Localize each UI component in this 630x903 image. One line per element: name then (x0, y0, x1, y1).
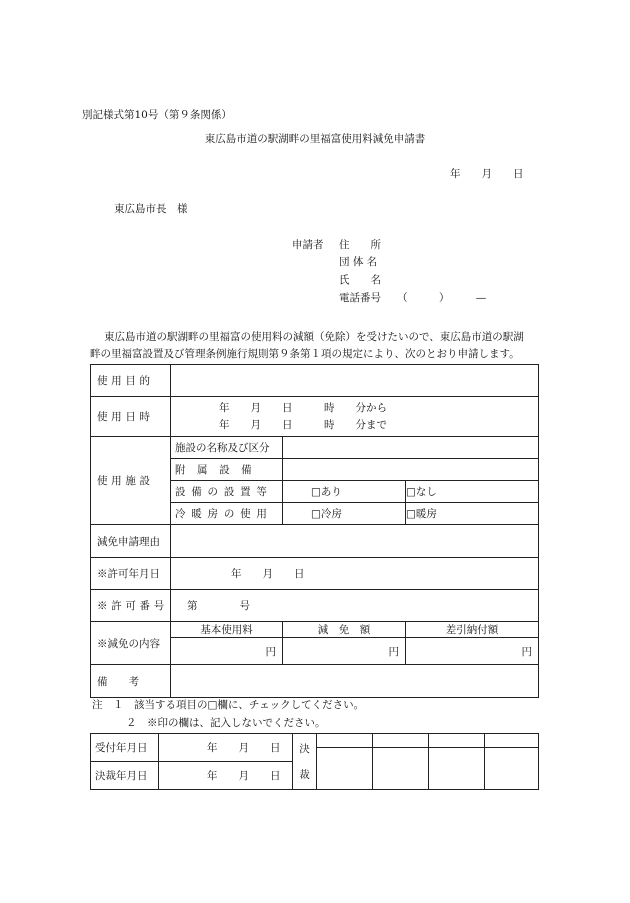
page-title: 東広島市道の駅湖畔の里福富使用料減免申請書 (204, 133, 426, 145)
datetime-label: 使用日時 (91, 397, 171, 437)
received-date-value: 年 月 日 (159, 734, 293, 762)
body-text-line-1: 東広島市道の駅湖畔の里福富の使用料の減額（免除）を受けたいので、東広島市道の駅湖 (104, 331, 524, 343)
decided-date-value: 年 月 日 (159, 762, 293, 790)
permit-date-value: 年 月 日 (171, 558, 539, 590)
aircon-label: 冷暖房の使用 (171, 503, 283, 525)
datetime-from: 年 月 日 時 分から (219, 401, 387, 414)
attached-label: 附属設備 (171, 459, 283, 481)
reason-row (91, 525, 539, 558)
facility-name-label: 施設の名称及び区分 (171, 437, 283, 459)
decided-date-label: 決裁年月日 (91, 762, 159, 790)
application-table (90, 364, 539, 698)
permit-number-label: ※許可番号 (91, 590, 171, 622)
reduction-label: ※減免の内容 (91, 622, 171, 665)
address-label: 住 所 (339, 239, 381, 251)
permit-date-row (91, 558, 539, 590)
name-label: 氏 名 (339, 274, 381, 286)
aircon-cool-checkbox[interactable]: □冷房 (283, 503, 406, 525)
addressee: 東広島市長 様 (114, 203, 188, 215)
reduction-amount-yen[interactable]: 円 (283, 638, 406, 665)
net-payment-label: 差引納付額 (406, 622, 539, 638)
decision-label-1: 決 (299, 742, 310, 755)
purpose-row (91, 365, 539, 397)
purpose-label: 使用目的 (91, 365, 171, 397)
stamp-header-1 (317, 734, 373, 748)
datetime-to: 年 月 日 時 分まで (219, 418, 387, 431)
net-payment-yen[interactable]: 円 (406, 638, 539, 665)
phone-format: （ ） — (397, 292, 487, 304)
group-name-label: 団 体 名 (339, 256, 378, 268)
facility-name-field[interactable] (283, 437, 539, 459)
equipment-yes-checkbox[interactable]: □あり (283, 481, 406, 503)
decision-label (293, 734, 317, 790)
datetime-field[interactable] (171, 397, 539, 437)
stamp-header-3 (429, 734, 485, 748)
reason-field[interactable] (171, 525, 539, 558)
remarks-label: 備 考 (91, 665, 171, 698)
body-text-line-2: 畔の里福富設置及び管理条例施行規則第９条第１項の規定により、次のとおり申請します。 (90, 348, 520, 360)
base-fee-yen[interactable]: 円 (171, 638, 283, 665)
office-use-table (90, 733, 539, 790)
permit-number-row (91, 590, 539, 622)
note-1: 注 １ 該当する項目の□欄に、チェックしてください。 (92, 699, 365, 711)
datetime-row (91, 397, 539, 437)
facility-label: 使用施設 (91, 437, 171, 525)
permit-date-label: ※許可年月日 (91, 558, 171, 590)
received-date-label: 受付年月日 (91, 734, 159, 762)
decision-label-2: 裁 (299, 768, 310, 781)
equipment-setup-label: 設備の設置等 (171, 481, 283, 503)
attached-field[interactable] (283, 459, 539, 481)
stamp-box-3[interactable] (429, 748, 485, 790)
remarks-row (91, 665, 539, 698)
equipment-no-checkbox[interactable]: □なし (406, 481, 539, 503)
stamp-header-2 (373, 734, 429, 748)
reason-label: 減免申請理由 (91, 525, 171, 558)
stamp-box-2[interactable] (373, 748, 429, 790)
date-line: 年 月 日 (450, 168, 524, 180)
aircon-heat-checkbox[interactable]: □暖房 (406, 503, 539, 525)
base-fee-label: 基本使用料 (171, 622, 283, 638)
note-2: ２ ※印の欄は、記入しないでください。 (126, 717, 326, 729)
reduction-header-row (91, 622, 539, 638)
reduction-amount-label: 減 免 額 (283, 622, 406, 638)
purpose-field[interactable] (171, 365, 539, 397)
facility-name-row (91, 437, 539, 459)
permit-number-value: 第 号 (171, 590, 539, 622)
form-number: 別記様式第10号（第９条関係） (82, 109, 232, 121)
stamp-box-1[interactable] (317, 748, 373, 790)
remarks-field[interactable] (171, 665, 539, 698)
phone-label: 電話番号 (339, 292, 381, 304)
stamp-header-4 (485, 734, 539, 748)
stamp-box-4[interactable] (485, 748, 539, 790)
applicant-label: 申請者 (292, 239, 324, 251)
